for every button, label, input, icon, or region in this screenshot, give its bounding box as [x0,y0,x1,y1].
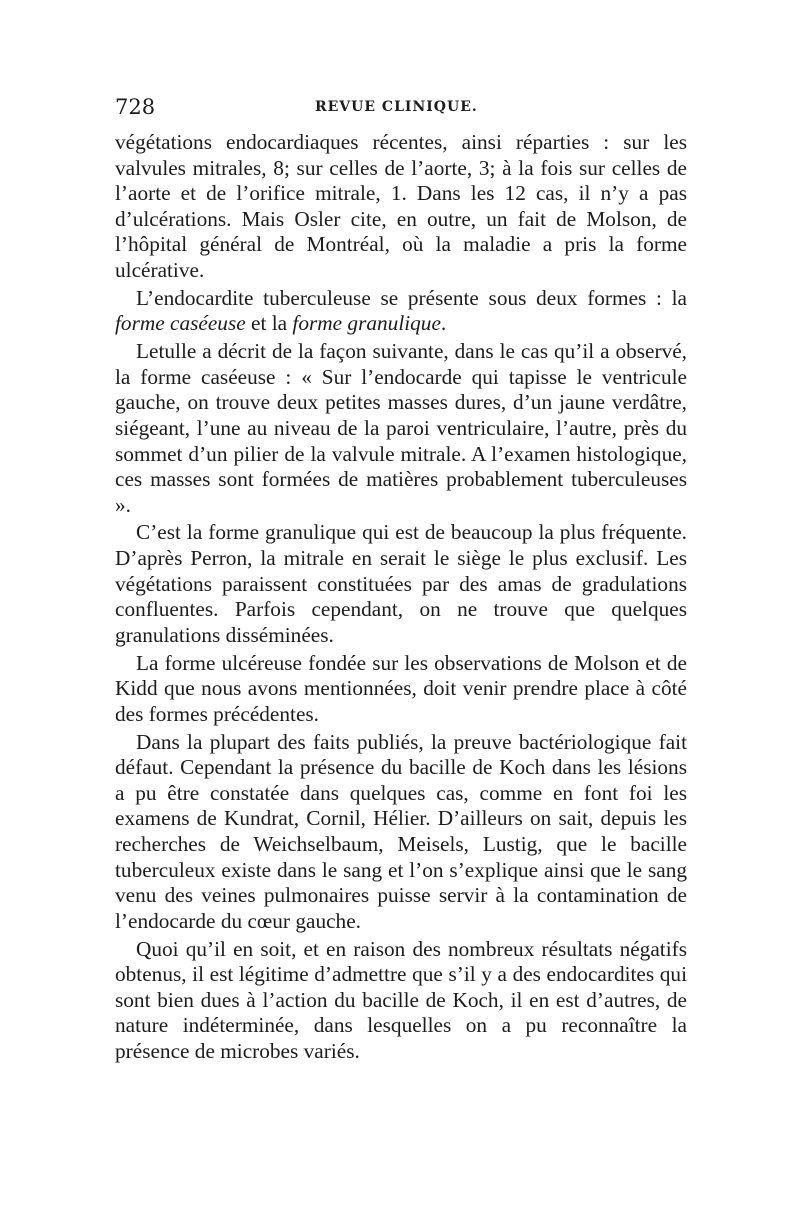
paragraph-bacteriology: Dans la plupart des faits publiés, la preuve bactériologique fait défaut. Cependant la présence du bacille de Koch dans les lésions a pu être constatée dans quelques cas, comme en font foi les examens de Kundrat, Cornil, Hélier. D’ailleurs on sait, depuis les recherches de Weichselbaum, Meisels, Lustig, que le bacille tuberculeux existe dans le sang et l’on s’explique ainsi que le sang venu des veines pulmonaires puisse servir à la contamination de l’endocarde du cœur gauche. [115,729,687,933]
paragraph-text: L’endocardite tuberculeuse se présente sous deux formes : la [136,285,687,310]
paragraph-ulcerous-form: La forme ulcéreuse fondée sur les observations de Molson et de Kidd que nous avons mentionnées, doit venir prendre place à côté des formes précédentes. [115,650,687,726]
paragraph-granular-form: C’est la forme granulique qui est de beaucoup la plus fréquente. D’après Perron, la mitrale en serait le siège le plus exclusif. Les végétations paraissent constituées par des amas de gradulations confluentes. Parfois cependant, on ne trouve que quelques granulations disséminées. [115,520,687,647]
paragraph-text: et la [245,311,293,336]
paragraph-text: . [440,311,447,336]
paragraph-tuberculous-forms [115,286,687,337]
paragraph-continuation: végétations endocardiaques récentes, ainsi réparties : sur les valvules mitrales, 8; sur celles de l’aorte, 3; à la fois sur celles de l’aorte et de l’orifice mitrale, 1. Dans les 12 cas, il n’y a pas d’ulcérations. Mais Osler cite, en outre, un fait de Molson, de l’hôpital général de Montréal, où la maladie a pris la forme ulcérative. [115,130,687,282]
body-text [115,130,687,1067]
term-caseous-form: forme caséeuse [115,311,246,336]
running-title: REVUE CLINIQUE. [315,99,478,115]
page-number: 728 [115,95,156,119]
running-head [115,92,687,122]
paragraph-letulle: Letulle a décrit de la façon suivante, dans le cas qu’il a observé, la forme caséeuse : « Sur l’endocarde qui tapisse le ventricule gauche, on trouve deux petites masses dures, d’un jaune verdâtre, siégeant, l’une au niveau de la paroi ventriculaire, l’autre, près du sommet d’un pilier de la valvule mitrale. A l’examen histologique, ces masses sont formées de matières probablement tuberculeuses ». [115,339,687,517]
term-granular-form: forme granulique [292,311,441,336]
paragraph-conclusion: Quoi qu’il en soit, et en raison des nombreux résultats négatifs obtenus, il est légitime d’admettre que s’il y a des endocardites qui sont bien dues à l’action du bacille de Koch, il en est d’autres, de nature indéterminée, dans lesquelles on a pu reconnaître la présence de microbes variés. [115,936,687,1063]
